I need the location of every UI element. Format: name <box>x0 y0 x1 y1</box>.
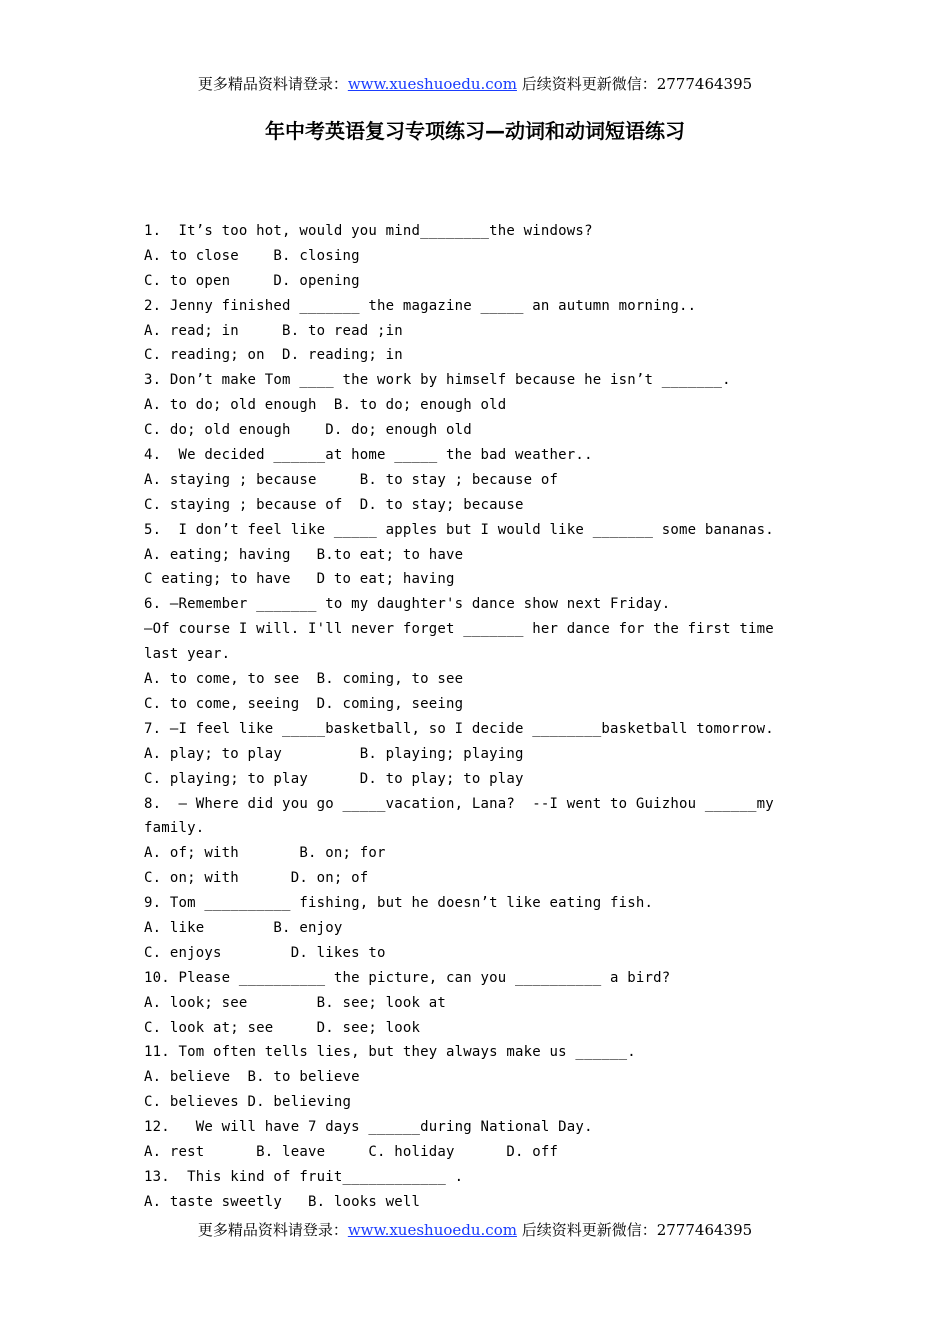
question-line: —Of course I will. I'll never forget _______ her dance for the first time last year. <box>144 621 783 663</box>
option-line: C. believes D. believing <box>144 1094 352 1111</box>
header-prefix: 更多精品资料请登录： <box>197 75 348 93</box>
question-line: 1. It’s too hot, would you mind________the windows? <box>144 223 593 239</box>
option-line: C. reading; on D. reading; in <box>144 347 403 364</box>
option-line: A. look; see B. see; look at <box>144 994 447 1011</box>
question-line: 2. Jenny finished _______ the magazine _____ an autumn morning.. <box>144 297 697 314</box>
option-line: C. playing; to play D. to play; to play <box>144 770 524 787</box>
option-line: C. to come, seeing D. coming, seeing <box>144 695 464 712</box>
option-line: A. staying ; because B. to stay ; because of <box>144 471 559 488</box>
question-line: 4. We decided ______at home _____ the bad weather.. <box>144 447 593 464</box>
header-website-link[interactable]: www.xueshuoedu.com <box>347 75 517 93</box>
option-line: C. enjoys D. likes to <box>144 944 386 961</box>
option-line: C. staying ; because of D. to stay; because <box>144 496 524 513</box>
question-line: 9. Tom __________ fishing, but he doesn’t like eating fish. <box>144 895 654 912</box>
question-line: 8. – Where did you go _____vacation, Lana? --I went to Guizhou ______my family. <box>144 795 783 837</box>
header-suffix: 后续资料更新微信：2777464395 <box>516 75 753 93</box>
page-title: 年中考英语复习专项练习—动词和动词短语练习 <box>265 119 685 143</box>
footer-banner <box>0 1220 950 1240</box>
option-line: A. to do; old enough B. to do; enough old <box>144 397 507 414</box>
option-line: C. do; old enough D. do; enough old <box>144 422 472 439</box>
option-line: A. eating; having B.to eat; to have <box>144 546 464 563</box>
option-line: A. read; in B. to read ;in <box>144 322 403 339</box>
question-line: 13. This kind of fruit____________ . <box>144 1168 464 1185</box>
question-line: 12. We will have 7 days ______during National Day. <box>144 1119 593 1136</box>
exercise-content <box>144 219 808 1215</box>
option-line: A. to close B. closing <box>144 247 360 264</box>
footer-prefix: 更多精品资料请登录： <box>197 1221 348 1239</box>
footer-suffix: 后续资料更新微信：2777464395 <box>516 1221 753 1239</box>
question-line: 6. —Remember _______ to my daughter's dance show next Friday. <box>144 596 671 613</box>
option-line: C. on; with D. on; of <box>144 870 369 887</box>
option-line: A. of; with B. on; for <box>144 845 386 862</box>
option-line: C. look at; see D. see; look <box>144 1019 421 1036</box>
question-line: 5. I don’t feel like _____ apples but I would like _______ some bananas. <box>144 521 774 538</box>
option-line: A. rest B. leave C. holiday D. off <box>144 1144 559 1161</box>
option-line: A. play; to play B. playing; playing <box>144 745 524 762</box>
question-line: 10. Please __________ the picture, can you __________ a bird? <box>144 969 671 986</box>
option-line: C. to open D. opening <box>144 272 360 289</box>
question-line: 3. Don’t make Tom ____ the work by himself because he isn’t _______. <box>144 372 731 389</box>
option-line: A. believe B. to believe <box>144 1069 360 1086</box>
footer-website-link[interactable]: www.xueshuoedu.com <box>347 1221 517 1239</box>
option-line: C eating; to have D to eat; having <box>144 571 455 588</box>
option-line: A. like B. enjoy <box>144 920 343 936</box>
question-line: 11. Tom often tells lies, but they always make us ______. <box>144 1044 636 1061</box>
option-line: A. taste sweetly B. looks well <box>144 1193 421 1210</box>
header-banner <box>0 74 950 94</box>
option-line: A. to come, to see B. coming, to see <box>144 671 464 688</box>
question-line: 7. –I feel like _____basketball, so I decide ________basketball tomorrow. <box>144 720 774 737</box>
